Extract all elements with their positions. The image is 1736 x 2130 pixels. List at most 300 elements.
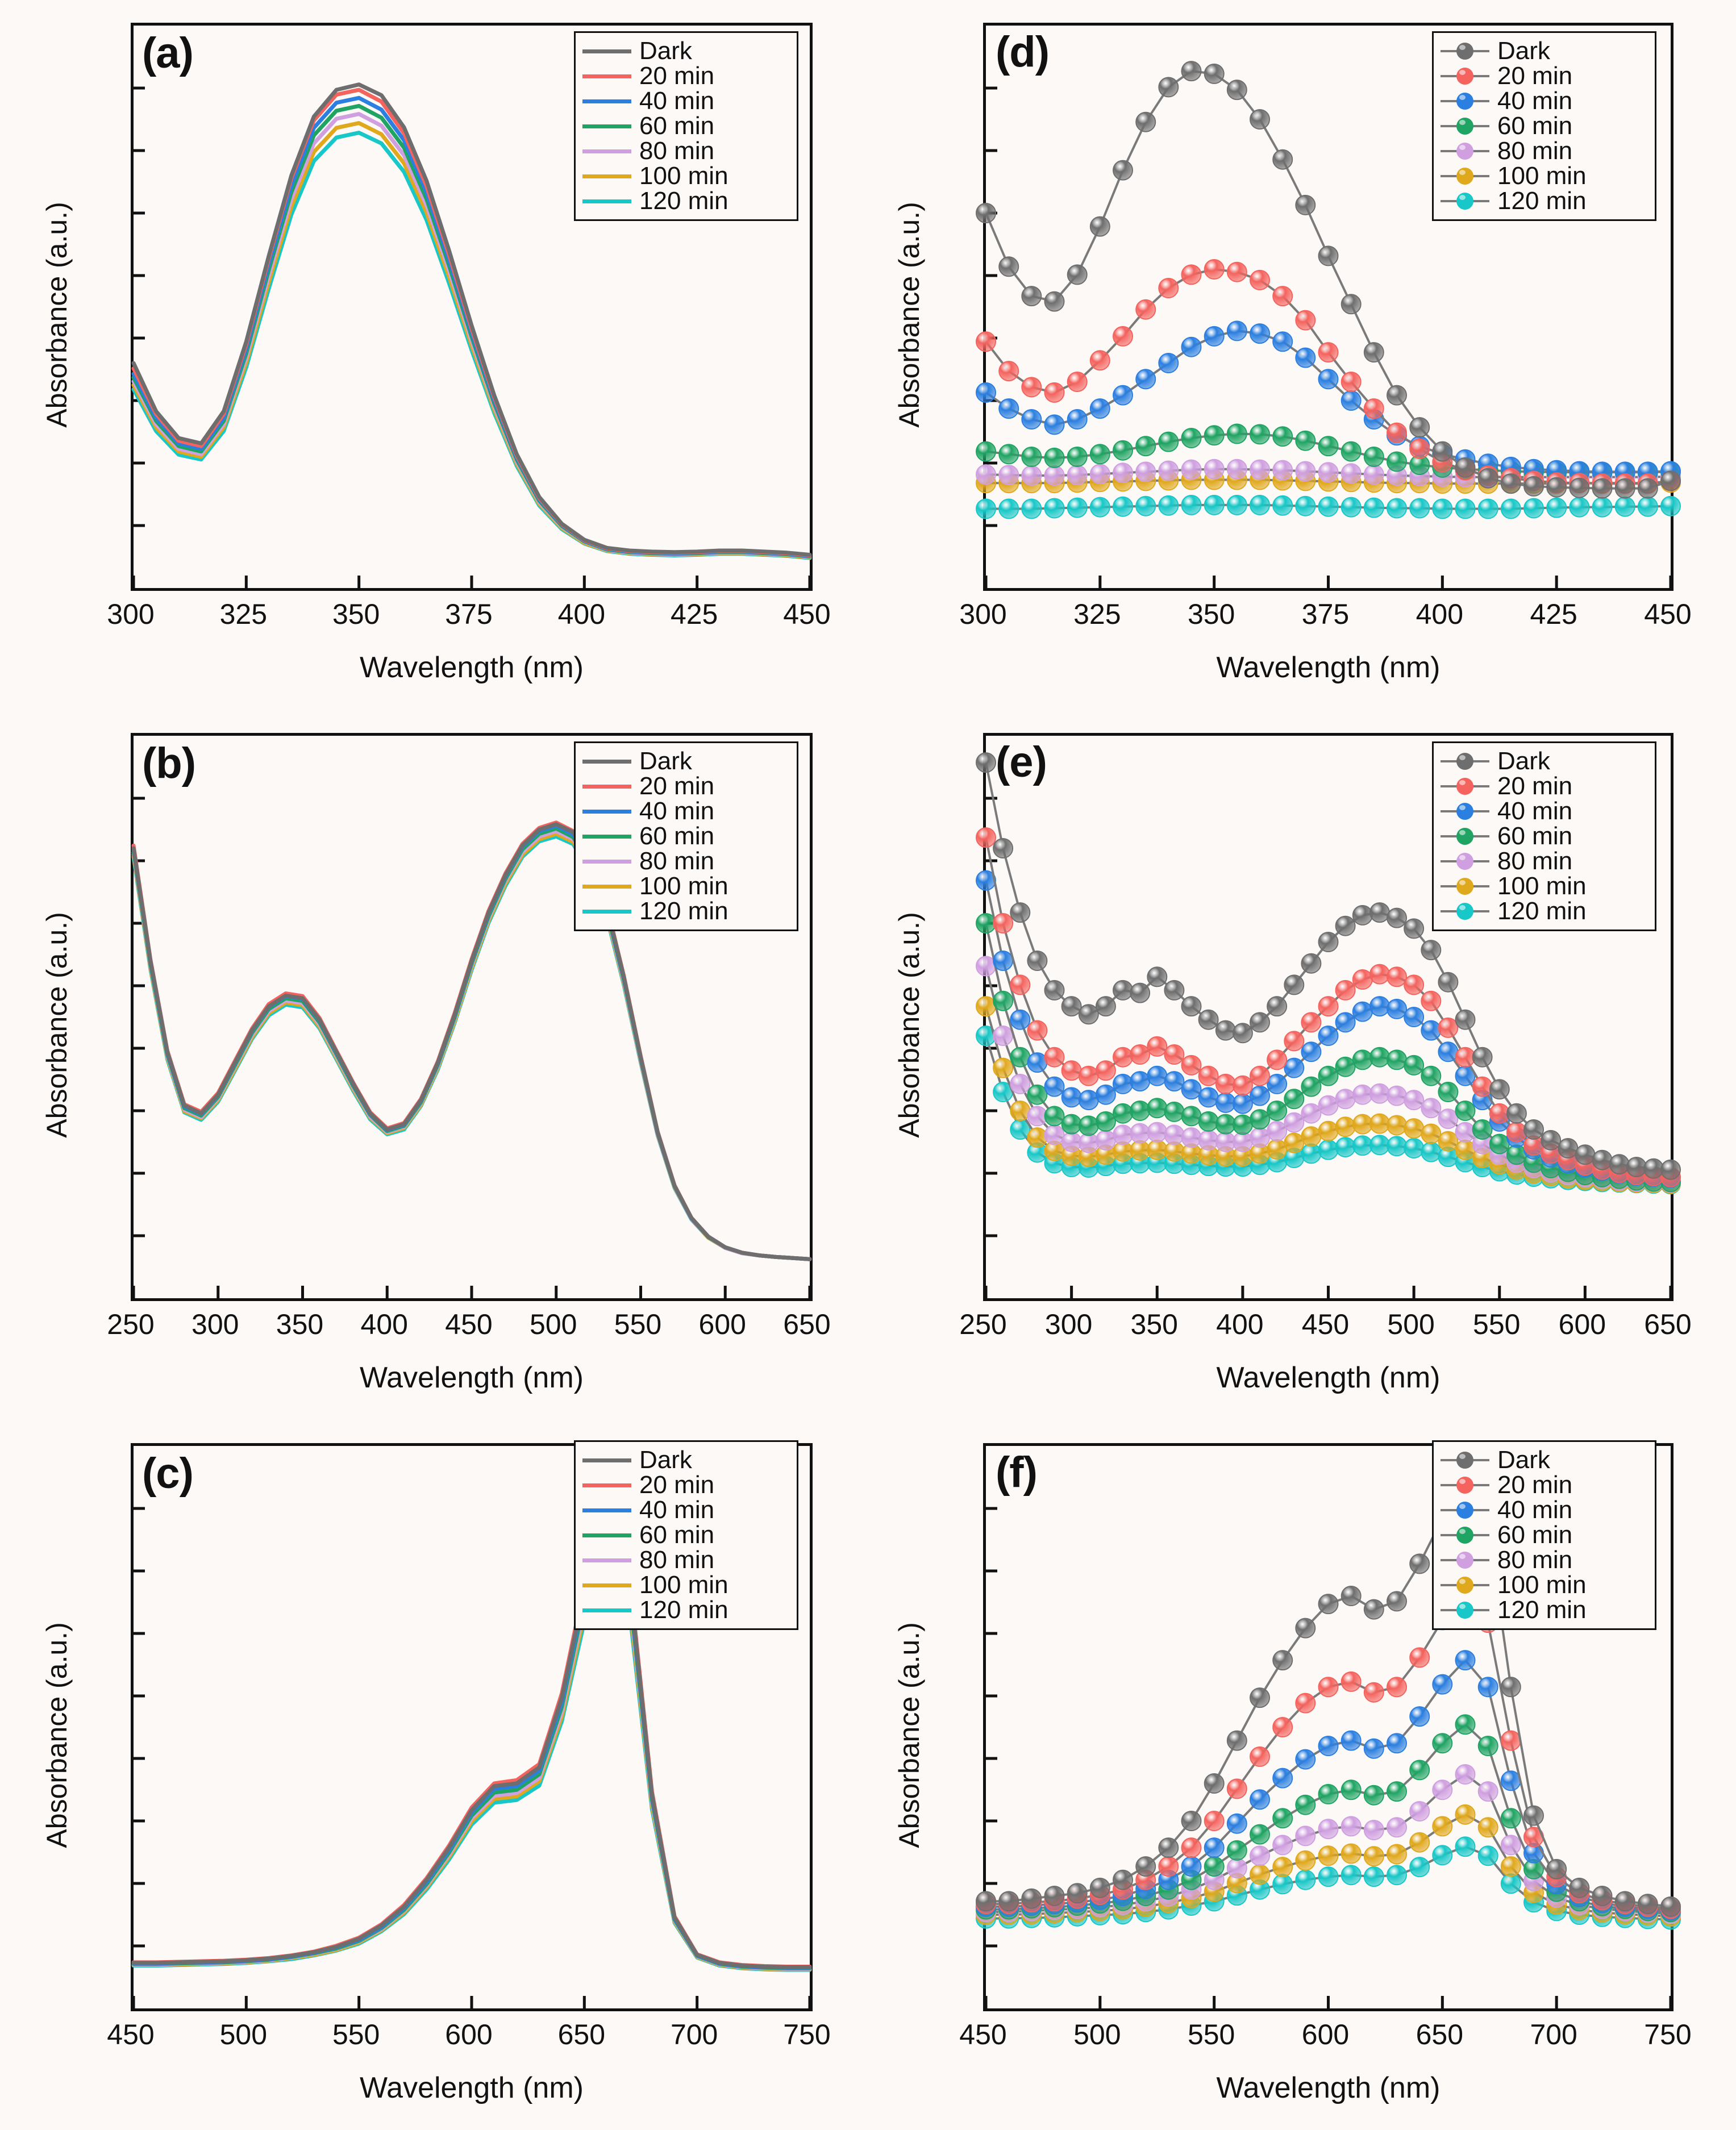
legend-line-swatch xyxy=(582,1533,631,1537)
legend-item[interactable] xyxy=(582,774,786,799)
series-marker xyxy=(1342,372,1361,391)
panel-a xyxy=(0,0,869,710)
series-marker xyxy=(1387,1782,1406,1801)
series-marker xyxy=(1296,1795,1315,1815)
series-marker xyxy=(1147,1140,1167,1160)
series-marker xyxy=(1410,1833,1429,1852)
series-marker xyxy=(1319,462,1338,482)
series-marker xyxy=(1250,270,1269,290)
legend-line-swatch xyxy=(1441,810,1489,812)
series-marker xyxy=(1267,1122,1287,1141)
series-marker xyxy=(1205,495,1224,515)
legend-label: 60 min xyxy=(639,822,715,850)
series-marker xyxy=(1501,474,1521,493)
series-marker xyxy=(1404,1007,1423,1027)
legend-label: 120 min xyxy=(1497,1596,1587,1624)
series-marker xyxy=(1319,436,1338,456)
legend-line-swatch xyxy=(1441,125,1489,127)
x-tick-label: 425 xyxy=(1530,598,1577,630)
series-marker xyxy=(1227,262,1247,282)
legend-label: 120 min xyxy=(639,897,728,925)
legend-item[interactable] xyxy=(1441,1448,1645,1473)
series-marker xyxy=(976,828,996,847)
x-tick-label: 500 xyxy=(1073,2019,1121,2050)
x-axis-label-e: Wavelength (nm) xyxy=(1216,1361,1441,1394)
x-tick-label: 400 xyxy=(1216,1308,1264,1340)
series-marker xyxy=(976,753,996,772)
series-marker xyxy=(1370,903,1389,922)
legend-marker-icon xyxy=(1456,168,1473,185)
series-marker xyxy=(1353,1115,1372,1134)
series-marker xyxy=(1090,351,1110,370)
series-marker xyxy=(1045,499,1064,518)
series-marker xyxy=(1410,1707,1429,1726)
series-marker xyxy=(1233,1094,1252,1114)
series-marker xyxy=(1267,1140,1287,1159)
legend-item[interactable] xyxy=(582,1573,786,1598)
series-marker xyxy=(1130,1072,1150,1091)
series-marker xyxy=(1473,1120,1492,1139)
legend-label: 20 min xyxy=(639,772,715,800)
series-marker xyxy=(1387,1050,1406,1069)
legend-item[interactable] xyxy=(1441,849,1645,874)
legend-label: 80 min xyxy=(639,1546,715,1574)
legend-item[interactable] xyxy=(1441,799,1645,824)
series-marker xyxy=(1456,1123,1475,1142)
legend-label: 80 min xyxy=(639,137,715,165)
legend-item[interactable] xyxy=(1441,1598,1645,1623)
series-marker xyxy=(1501,1731,1521,1750)
legend-label: 40 min xyxy=(639,87,715,115)
series-marker xyxy=(1284,1058,1304,1078)
legend-item[interactable] xyxy=(1441,114,1645,139)
series-marker xyxy=(1205,1811,1224,1831)
series-marker xyxy=(1284,1089,1304,1108)
series-marker xyxy=(1062,1115,1081,1134)
series-marker xyxy=(1068,410,1087,429)
legend-item[interactable] xyxy=(582,849,786,874)
series-marker xyxy=(1090,464,1110,483)
legend-label: 60 min xyxy=(639,1521,715,1549)
series-marker xyxy=(1387,386,1406,405)
series-marker xyxy=(1159,496,1178,515)
series-marker xyxy=(1068,465,1087,485)
series-marker xyxy=(976,956,996,976)
series-marker xyxy=(1062,997,1081,1016)
series-marker xyxy=(1182,265,1201,284)
series-marker xyxy=(1159,353,1178,373)
x-tick-label: 400 xyxy=(360,1308,408,1340)
series-marker xyxy=(1364,343,1384,362)
series-marker xyxy=(1045,1886,1064,1906)
series-marker xyxy=(1010,975,1030,994)
series-marker xyxy=(1250,460,1269,480)
legend-label: Dark xyxy=(639,1446,692,1474)
series-marker xyxy=(1227,1779,1247,1798)
series-marker xyxy=(1479,499,1498,519)
legend-marker-icon xyxy=(1456,1552,1473,1569)
series-marker xyxy=(1090,498,1110,517)
series-marker xyxy=(1113,463,1133,482)
series-marker xyxy=(1319,1785,1338,1804)
legend-line-swatch xyxy=(582,760,631,764)
x-tick-label: 450 xyxy=(959,2019,1007,2050)
x-tick-label: 300 xyxy=(959,598,1007,630)
legend-item[interactable] xyxy=(1441,824,1645,849)
legend-item[interactable] xyxy=(582,874,786,899)
panel-d xyxy=(869,0,1736,710)
legend-line-swatch xyxy=(1441,75,1489,77)
series-marker xyxy=(1473,1048,1492,1067)
series-marker xyxy=(1473,1077,1492,1097)
x-tick-label: 350 xyxy=(1130,1308,1178,1340)
legend-item[interactable] xyxy=(582,799,786,824)
legend-line-swatch xyxy=(582,1483,631,1487)
series-marker xyxy=(1421,1124,1441,1144)
x-tick-label: 650 xyxy=(1416,2019,1464,2050)
series-marker xyxy=(1433,442,1452,461)
series-marker xyxy=(1421,1098,1441,1118)
series-marker xyxy=(1342,1865,1361,1885)
series-marker xyxy=(1410,1648,1429,1667)
legend-item[interactable] xyxy=(582,1548,786,1573)
legend-line-swatch xyxy=(1441,1559,1489,1561)
series-marker xyxy=(1164,1072,1184,1091)
legend-item[interactable] xyxy=(582,64,786,89)
series-marker xyxy=(1336,916,1355,936)
legend-label: Dark xyxy=(1497,1446,1550,1474)
series-marker xyxy=(1227,80,1247,99)
legend-marker-icon xyxy=(1456,68,1473,85)
series-marker xyxy=(1501,1874,1521,1893)
legend-item[interactable] xyxy=(1441,899,1645,924)
series-marker xyxy=(1336,1137,1355,1157)
x-tick-label: 300 xyxy=(107,598,155,630)
legend-label: 100 min xyxy=(1497,162,1587,190)
series-marker xyxy=(1010,1010,1030,1029)
series-marker xyxy=(1136,1857,1155,1876)
legend-line-swatch xyxy=(1441,1459,1489,1461)
series-marker xyxy=(1336,1117,1355,1136)
series-marker xyxy=(1387,452,1406,472)
series-marker xyxy=(1022,499,1041,519)
series-marker xyxy=(1273,461,1292,480)
series-marker xyxy=(1387,1591,1406,1611)
legend-item[interactable] xyxy=(582,824,786,849)
legend-item[interactable] xyxy=(1441,1573,1645,1598)
series-marker xyxy=(1022,410,1041,429)
series-marker xyxy=(1147,1098,1167,1118)
legend-item[interactable] xyxy=(582,189,786,214)
x-tick-label: 250 xyxy=(107,1308,155,1340)
x-tick-label: 500 xyxy=(530,1308,577,1340)
series-marker xyxy=(1456,1010,1475,1029)
series-marker xyxy=(1456,499,1475,519)
legend-line-swatch xyxy=(1441,150,1489,152)
series-marker xyxy=(1227,495,1247,515)
legend-item[interactable] xyxy=(1441,749,1645,774)
legend-marker-icon xyxy=(1456,143,1473,160)
series-marker xyxy=(1182,1857,1201,1876)
series-marker xyxy=(1661,471,1680,490)
series-marker xyxy=(1182,1838,1201,1857)
series-marker xyxy=(1250,1865,1269,1884)
x-tick-label: 450 xyxy=(107,2019,155,2050)
series-marker xyxy=(1319,1867,1338,1886)
x-tick-label: 550 xyxy=(1187,2019,1235,2050)
series-marker xyxy=(1410,1760,1429,1779)
legend-item[interactable] xyxy=(582,139,786,164)
legend-marker-icon xyxy=(1456,778,1473,795)
series-marker xyxy=(1205,460,1224,479)
x-axis-label-f: Wavelength (nm) xyxy=(1216,2071,1441,2104)
series-marker xyxy=(1079,1004,1098,1024)
legend-marker-icon xyxy=(1456,1577,1473,1594)
series-marker xyxy=(1661,1897,1680,1916)
series-marker xyxy=(1456,1805,1475,1824)
series-marker xyxy=(1610,1154,1629,1174)
series-marker xyxy=(1336,1089,1355,1108)
legend-item[interactable] xyxy=(1441,1473,1645,1498)
legend-c xyxy=(574,1440,798,1630)
x-tick-label: 250 xyxy=(959,1308,1007,1340)
legend-label: 20 min xyxy=(1497,772,1573,800)
series-marker xyxy=(1433,1780,1452,1799)
series-marker xyxy=(1616,479,1635,498)
x-axis-label-d: Wavelength (nm) xyxy=(1216,651,1441,684)
legend-item[interactable] xyxy=(1441,39,1645,64)
series-marker xyxy=(1364,498,1384,518)
legend-label: 100 min xyxy=(1497,1571,1587,1599)
series-marker xyxy=(1507,1145,1526,1164)
series-marker xyxy=(1182,997,1201,1016)
series-marker xyxy=(1524,1120,1543,1139)
series-marker xyxy=(1027,1053,1047,1072)
legend-line-swatch xyxy=(582,1508,631,1512)
series-marker xyxy=(1159,432,1178,452)
legend-marker-icon xyxy=(1456,828,1473,845)
legend-item[interactable] xyxy=(582,89,786,114)
series-marker xyxy=(1456,1140,1475,1160)
series-marker xyxy=(1250,1128,1269,1147)
legend-line-swatch xyxy=(582,174,631,178)
series-marker xyxy=(1062,1061,1081,1080)
series-marker xyxy=(1387,423,1406,443)
series-marker xyxy=(1342,1586,1361,1606)
legend-marker-icon xyxy=(1456,803,1473,820)
series-marker xyxy=(1045,1077,1064,1097)
legend-label: 120 min xyxy=(639,1596,728,1624)
legend-item[interactable] xyxy=(1441,774,1645,799)
legend-marker-icon xyxy=(1456,1527,1473,1544)
series-marker xyxy=(1022,1889,1041,1908)
series-marker xyxy=(1205,64,1224,84)
x-tick-label: 450 xyxy=(445,1308,493,1340)
series-marker xyxy=(1045,1125,1064,1144)
legend-label: 120 min xyxy=(639,187,728,215)
series-marker xyxy=(1284,1133,1304,1153)
series-marker xyxy=(1370,1048,1389,1067)
series-marker xyxy=(1233,1023,1252,1043)
x-tick-label: 300 xyxy=(191,1308,239,1340)
series-marker xyxy=(1479,1782,1498,1801)
series-marker xyxy=(1353,906,1372,925)
legend-item[interactable] xyxy=(582,1598,786,1623)
series-marker xyxy=(1130,1124,1150,1143)
legend-label: 60 min xyxy=(1497,1521,1573,1549)
legend-line-swatch xyxy=(582,199,631,203)
series-marker xyxy=(1068,1883,1087,1903)
series-marker xyxy=(1216,1021,1235,1040)
series-marker xyxy=(1296,348,1315,368)
legend-item[interactable] xyxy=(1441,189,1645,214)
legend-line-swatch xyxy=(1441,1509,1489,1511)
series-marker xyxy=(1090,399,1110,418)
series-marker xyxy=(976,997,996,1016)
legend-line-swatch xyxy=(1441,175,1489,177)
series-marker xyxy=(999,1891,1018,1911)
x-tick-label: 750 xyxy=(1644,2019,1692,2050)
series-marker xyxy=(1438,1082,1458,1102)
legend-marker-icon xyxy=(1456,193,1473,210)
legend-item[interactable] xyxy=(582,1498,786,1523)
series-marker xyxy=(1045,466,1064,485)
x-tick-label: 500 xyxy=(219,2019,268,2050)
legend-item[interactable] xyxy=(582,164,786,189)
series-marker xyxy=(1342,1672,1361,1691)
legend-item[interactable] xyxy=(582,39,786,64)
series-marker xyxy=(1387,908,1406,928)
series-marker xyxy=(1638,497,1658,516)
series-marker xyxy=(1273,1650,1292,1670)
legend-item[interactable] xyxy=(1441,1498,1645,1523)
legend-item[interactable] xyxy=(1441,164,1645,189)
series-marker xyxy=(1319,1140,1338,1160)
series-marker xyxy=(1507,1123,1526,1142)
series-marker xyxy=(1296,497,1315,516)
series-marker xyxy=(1479,469,1498,488)
y-axis-label-b: Absorbance (a.u.) xyxy=(41,912,73,1138)
series-marker xyxy=(1227,424,1247,444)
legend-item[interactable] xyxy=(1441,1523,1645,1548)
series-marker xyxy=(1524,499,1543,518)
series-marker xyxy=(1301,1144,1321,1163)
series-marker xyxy=(1301,1042,1321,1061)
legend-item[interactable] xyxy=(582,1473,786,1498)
series-marker xyxy=(1336,1012,1355,1032)
legend-marker-icon xyxy=(1456,878,1473,895)
series-marker xyxy=(1387,1136,1406,1156)
series-marker xyxy=(1438,1042,1458,1061)
series-marker xyxy=(999,444,1018,464)
legend-label: 20 min xyxy=(1497,1471,1573,1499)
series-marker xyxy=(1433,1845,1452,1865)
legend-item[interactable] xyxy=(1441,64,1645,89)
x-tick-label: 425 xyxy=(670,598,718,630)
legend-item[interactable] xyxy=(582,1448,786,1473)
legend-marker-icon xyxy=(1456,753,1473,770)
series-marker xyxy=(1273,150,1292,169)
series-marker xyxy=(1182,495,1201,515)
y-axis-label-a: Absorbance (a.u.) xyxy=(41,202,73,428)
x-tick-label: 650 xyxy=(557,2019,606,2050)
series-marker xyxy=(1456,458,1475,477)
series-marker xyxy=(1387,999,1406,1019)
series-marker xyxy=(1164,1102,1184,1122)
legend-label: Dark xyxy=(639,747,692,775)
series-marker xyxy=(1027,1106,1047,1126)
series-marker xyxy=(1342,1780,1361,1799)
series-marker xyxy=(1045,383,1064,402)
legend-item[interactable] xyxy=(1441,1548,1645,1573)
panel-label-f: (f) xyxy=(996,1448,1037,1497)
x-tick-label: 550 xyxy=(1473,1308,1521,1340)
series-marker xyxy=(1319,369,1338,389)
legend-label: 100 min xyxy=(639,872,728,900)
x-tick-label: 375 xyxy=(445,598,493,630)
legend-marker-icon xyxy=(1456,1452,1473,1469)
legend-item[interactable] xyxy=(582,749,786,774)
legend-item[interactable] xyxy=(582,899,786,924)
series-marker xyxy=(1010,1074,1030,1094)
series-marker xyxy=(1267,1050,1287,1069)
legend-line-swatch xyxy=(582,785,631,789)
series-marker xyxy=(1370,965,1389,984)
series-marker xyxy=(1273,1874,1292,1894)
series-marker xyxy=(1438,1132,1458,1151)
x-tick-label: 350 xyxy=(1187,598,1235,630)
series-marker xyxy=(1421,940,1441,960)
series-marker xyxy=(1113,1074,1133,1094)
series-marker xyxy=(1068,265,1087,284)
y-axis-label-f: Absorbance (a.u.) xyxy=(893,1622,925,1848)
series-marker xyxy=(1387,1733,1406,1753)
series-marker xyxy=(1199,1131,1218,1150)
series-marker xyxy=(1638,1894,1658,1914)
panel-label-b: (b) xyxy=(142,739,196,787)
series-marker xyxy=(1147,1066,1167,1086)
series-marker xyxy=(1301,954,1321,973)
series-marker xyxy=(1250,1086,1269,1106)
legend-item[interactable] xyxy=(1441,874,1645,899)
legend-item[interactable] xyxy=(582,1523,786,1548)
series-marker xyxy=(1547,498,1566,518)
legend-item[interactable] xyxy=(582,114,786,139)
series-marker xyxy=(1136,497,1155,516)
legend-item[interactable] xyxy=(1441,139,1645,164)
series-marker xyxy=(1456,1101,1475,1120)
panel-label-d: (d) xyxy=(996,28,1050,76)
series-marker xyxy=(1364,1846,1384,1866)
series-marker xyxy=(1319,1122,1338,1141)
series-marker xyxy=(1182,337,1201,357)
series-marker xyxy=(1113,497,1133,516)
legend-item[interactable] xyxy=(1441,89,1645,114)
x-tick-label: 750 xyxy=(783,2019,831,2050)
series-marker xyxy=(1342,1731,1361,1750)
series-marker xyxy=(1524,477,1543,496)
series-marker xyxy=(1387,1865,1406,1885)
series-marker xyxy=(993,951,1013,970)
series-marker xyxy=(1227,321,1247,340)
series-marker xyxy=(1147,1037,1167,1056)
series-marker xyxy=(1296,1694,1315,1713)
series-marker xyxy=(1045,981,1064,1000)
series-marker xyxy=(1130,1141,1150,1160)
legend-line-swatch xyxy=(582,124,631,128)
legend-label: 20 min xyxy=(639,1471,715,1499)
series-marker xyxy=(1296,462,1315,481)
